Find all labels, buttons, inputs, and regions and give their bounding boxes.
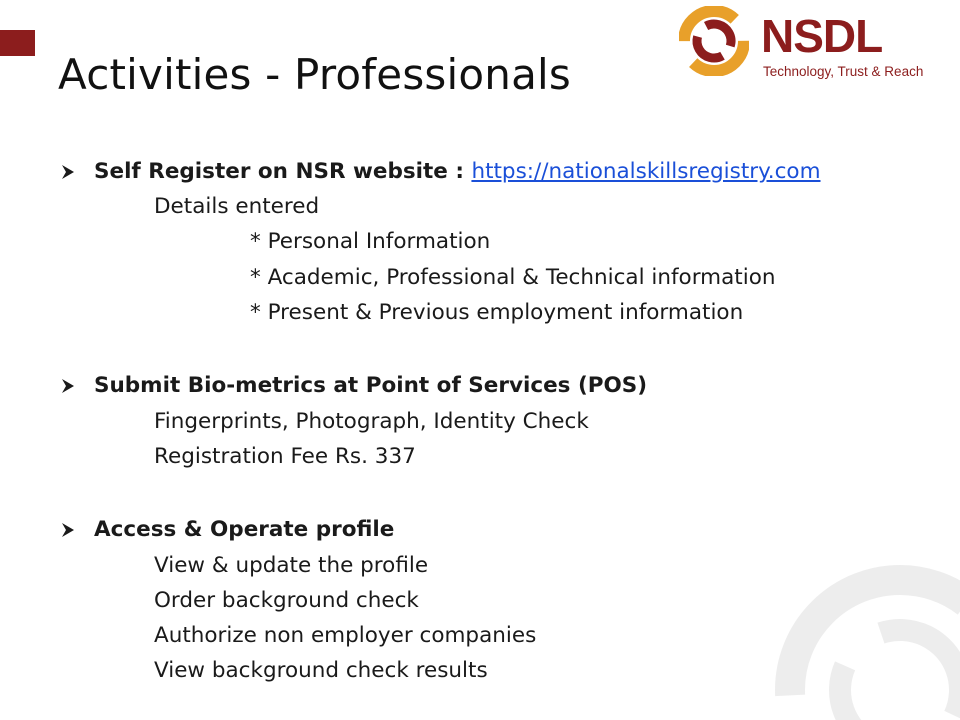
list-item: * Academic, Professional & Technical information	[250, 265, 776, 290]
section-heading-text: Self Register on NSR website :	[94, 159, 472, 184]
list-item: View background check results	[154, 658, 488, 683]
logo-brand: NSDL	[761, 10, 883, 62]
arrow-bullet-icon	[58, 515, 82, 545]
list-item: Authorize non employer companies	[154, 623, 537, 648]
list-item: Fingerprints, Photograph, Identity Check	[154, 409, 589, 434]
section-heading: Access & Operate profile	[94, 517, 395, 542]
list-item: Details entered	[154, 194, 320, 219]
list-item: * Personal Information	[250, 229, 491, 254]
nsr-website-link[interactable]: https://nationalskillsregistry.com	[471, 159, 821, 184]
list-item: * Present & Previous employment information	[250, 300, 744, 325]
arrow-bullet-icon	[58, 157, 82, 187]
list-item: Order background check	[154, 588, 419, 613]
list-item: View & update the profile	[154, 553, 429, 578]
list-item: Registration Fee Rs. 337	[154, 444, 416, 469]
slide-title: Activities - Professionals	[58, 50, 571, 99]
nsdl-swirl-icon	[679, 6, 749, 76]
arrow-bullet-icon	[58, 371, 82, 401]
watermark-swirl-icon	[770, 560, 960, 720]
accent-square	[0, 30, 35, 56]
nsdl-logo	[679, 4, 924, 84]
logo-tagline: Technology, Trust & Reach	[763, 64, 924, 79]
section-heading: Submit Bio-metrics at Point of Services (POS)	[94, 373, 648, 398]
section-heading	[94, 157, 821, 187]
